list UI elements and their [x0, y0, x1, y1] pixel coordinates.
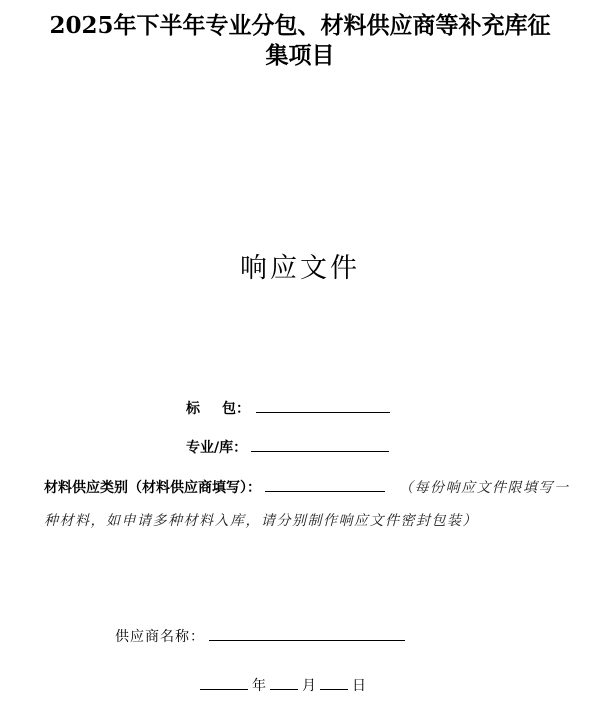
day-unit: 日	[352, 678, 366, 694]
date-field	[200, 674, 370, 695]
material-category-blank[interactable]	[265, 476, 385, 492]
specialty-blank[interactable]	[251, 436, 389, 452]
package-label-part-2: 包：	[222, 401, 250, 417]
specialty-field	[186, 436, 389, 457]
supplier-name-field	[115, 625, 405, 646]
month-blank[interactable]	[270, 674, 298, 690]
month-unit: 月	[302, 678, 316, 694]
supplier-name-label: 供应商名称：	[115, 629, 205, 645]
material-category-label: 材料供应类别（材料供应商填写）：	[44, 480, 261, 496]
year-blank[interactable]	[200, 674, 248, 690]
year-unit: 年	[252, 678, 266, 694]
material-category-note-2: 种材料，如申请多种材料入库，请分别制作响应文件密封包装）	[44, 513, 478, 529]
package-blank[interactable]	[256, 397, 390, 413]
document-subtitle: 响应文件	[240, 253, 360, 284]
day-blank[interactable]	[320, 674, 348, 690]
document-title-line-2: 集项目	[265, 42, 335, 69]
package-field	[186, 397, 390, 418]
document-title-line-1: 2025年下半年专业分包、材料供应商等补充库征	[49, 12, 551, 39]
material-category-note-1: （每份响应文件限填写一	[399, 480, 570, 496]
package-label-part-1: 标	[186, 401, 200, 417]
material-category-field	[44, 476, 570, 497]
supplier-name-blank[interactable]	[209, 625, 405, 641]
specialty-label: 专业/库：	[186, 440, 248, 456]
